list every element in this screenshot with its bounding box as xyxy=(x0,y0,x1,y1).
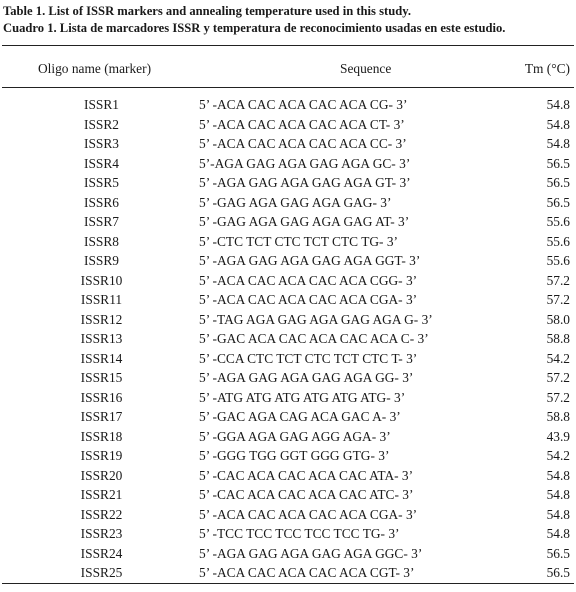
sequence-cell: 5’ -ATG ATG ATG ATG ATG ATG- 3’ xyxy=(199,389,406,405)
table-row xyxy=(0,251,576,271)
sequence-cell: 5’-AGA GAG AGA GAG AGA GC- 3’ xyxy=(199,155,411,171)
sequence-cell: 5’ -GAC ACA CAC ACA CAC ACA C- 3’ xyxy=(199,331,429,346)
sequence-cell: 5’ -TAG AGA GAG AGA GAG AGA G- 3’ xyxy=(199,311,433,327)
tm-cell: 56.5 xyxy=(546,155,570,171)
marker-name-cell: ISSR17 xyxy=(80,409,123,424)
tm-cell: 54.8 xyxy=(546,116,570,132)
tm-cell: 56.5 xyxy=(546,565,570,580)
tm-cell: 54.8 xyxy=(546,487,570,502)
table-row xyxy=(0,368,576,388)
tm-cell: 56.5 xyxy=(546,175,570,190)
sequence-cell: 5’ -GAC AGA CAG ACA GAC A- 3’ xyxy=(199,409,401,424)
tm-cell: 43.9 xyxy=(546,428,570,444)
marker-name-cell: ISSR24 xyxy=(80,545,123,561)
tm-cell: 54.8 xyxy=(546,526,570,541)
table-row xyxy=(0,310,576,330)
marker-name-cell: ISSR3 xyxy=(84,136,119,151)
table-row xyxy=(0,485,576,505)
table-row xyxy=(0,173,576,193)
marker-name-cell: ISSR21 xyxy=(80,487,123,502)
table-top-rule xyxy=(2,45,574,46)
tm-cell: 58.0 xyxy=(546,311,570,327)
marker-name-cell: ISSR25 xyxy=(80,565,123,580)
sequence-cell: 5’ -GGA AGA GAG AGG AGA- 3’ xyxy=(199,428,391,444)
marker-name-cell: ISSR9 xyxy=(84,253,119,268)
table-row xyxy=(0,329,576,349)
marker-name-cell: ISSR18 xyxy=(80,428,123,444)
marker-name-cell: ISSR19 xyxy=(80,448,123,463)
table-row xyxy=(0,388,576,408)
header-sequence: Sequence xyxy=(340,61,392,76)
sequence-cell: 5’ -ACA CAC ACA CAC ACA CGG- 3’ xyxy=(199,272,418,288)
tm-cell: 54.8 xyxy=(546,467,570,483)
sequence-cell: 5’ -CAC ACA CAC ACA CAC ATC- 3’ xyxy=(199,487,414,502)
tm-cell: 57.2 xyxy=(546,292,570,307)
table-row xyxy=(0,544,576,564)
table-bottom-rule xyxy=(2,583,574,584)
tm-cell: 58.8 xyxy=(546,331,570,346)
marker-name-cell: ISSR2 xyxy=(84,116,119,132)
sequence-cell: 5’ -AGA GAG AGA GAG AGA GGC- 3’ xyxy=(199,545,423,561)
marker-name-cell: ISSR5 xyxy=(84,175,119,190)
tm-cell: 55.6 xyxy=(546,214,570,229)
marker-name-cell: ISSR22 xyxy=(80,506,123,522)
marker-name-cell: ISSR15 xyxy=(80,370,123,385)
table-caption xyxy=(3,3,575,37)
sequence-cell: 5’ -CCA CTC TCT CTC TCT CTC T- 3’ xyxy=(199,350,418,366)
caption-english: Table 1. List of ISSR markers and annealing temperature used in this study. xyxy=(3,4,411,18)
tm-cell: 57.2 xyxy=(546,370,570,385)
table-row xyxy=(0,505,576,525)
sequence-cell: 5’ -TCC TCC TCC TCC TCC TG- 3’ xyxy=(199,526,400,541)
marker-name-cell: ISSR8 xyxy=(84,233,119,249)
marker-name-cell: ISSR11 xyxy=(80,292,123,307)
table-row xyxy=(0,271,576,291)
table-body xyxy=(0,95,576,583)
sequence-cell: 5’ -CAC ACA CAC ACA CAC ATA- 3’ xyxy=(199,467,414,483)
table-row xyxy=(0,95,576,115)
table-row xyxy=(0,349,576,369)
header-oligo-name: Oligo name (marker) xyxy=(38,61,152,76)
table-row xyxy=(0,446,576,466)
marker-name-cell: ISSR13 xyxy=(80,331,123,346)
table-header-rule xyxy=(2,87,574,88)
marker-name-cell: ISSR23 xyxy=(80,526,123,541)
sequence-cell: 5’ -AGA GAG AGA GAG AGA GG- 3’ xyxy=(199,370,414,385)
tm-cell: 54.2 xyxy=(546,448,570,463)
tm-cell: 54.8 xyxy=(546,97,570,112)
caption-spanish: Cuadro 1. Lista de marcadores ISSR y temperatura de reconocimiento usadas en este estudio. xyxy=(3,21,506,35)
marker-name-cell: ISSR1 xyxy=(84,97,119,112)
table-row xyxy=(0,212,576,232)
marker-name-cell: ISSR12 xyxy=(80,311,123,327)
sequence-cell: 5’ -ACA CAC ACA CAC ACA CT- 3’ xyxy=(199,116,405,132)
sequence-cell: 5’ -ACA CAC ACA CAC ACA CC- 3’ xyxy=(199,136,407,151)
sequence-cell: 5’ -CTC TCT CTC TCT CTC TG- 3’ xyxy=(199,233,399,249)
marker-name-cell: ISSR10 xyxy=(80,272,123,288)
table-row xyxy=(0,193,576,213)
header-tm: Tm (°C) xyxy=(524,61,570,76)
sequence-cell: 5’ -GAG AGA GAG AGA GAG- 3’ xyxy=(199,194,392,210)
tm-cell: 57.2 xyxy=(546,389,570,405)
tm-cell: 58.8 xyxy=(546,409,570,424)
sequence-cell: 5’ -AGA GAG AGA GAG AGA GT- 3’ xyxy=(199,175,411,190)
table-row xyxy=(0,154,576,174)
tm-cell: 54.8 xyxy=(546,506,570,522)
table-row xyxy=(0,524,576,544)
table-row xyxy=(0,427,576,447)
table-row xyxy=(0,290,576,310)
marker-name-cell: ISSR4 xyxy=(84,155,119,171)
sequence-cell: 5’ -ACA CAC ACA CAC ACA CG- 3’ xyxy=(199,97,408,112)
table-row xyxy=(0,115,576,135)
tm-cell: 57.2 xyxy=(546,272,570,288)
table-row xyxy=(0,232,576,252)
tm-cell: 55.6 xyxy=(546,253,570,268)
tm-cell: 55.6 xyxy=(546,233,570,249)
sequence-cell: 5’ -GAG AGA GAG AGA GAG AT- 3’ xyxy=(199,214,410,229)
tm-cell: 56.5 xyxy=(546,194,570,210)
marker-name-cell: ISSR16 xyxy=(80,389,123,405)
tm-cell: 54.2 xyxy=(546,350,570,366)
sequence-cell: 5’ -ACA CAC ACA CAC ACA CGA- 3’ xyxy=(199,292,418,307)
sequence-cell: 5’ -AGA GAG AGA GAG AGA GGT- 3’ xyxy=(199,253,421,268)
tm-cell: 54.8 xyxy=(546,136,570,151)
marker-name-cell: ISSR20 xyxy=(80,467,123,483)
table-row xyxy=(0,134,576,154)
marker-name-cell: ISSR7 xyxy=(84,214,119,229)
table-row xyxy=(0,563,576,583)
table-row xyxy=(0,407,576,427)
sequence-cell: 5’ -GGG TGG GGT GGG GTG- 3’ xyxy=(199,448,390,463)
sequence-cell: 5’ -ACA CAC ACA CAC ACA CGT- 3’ xyxy=(199,565,415,580)
marker-name-cell: ISSR14 xyxy=(80,350,123,366)
marker-name-cell: ISSR6 xyxy=(84,194,119,210)
table-row xyxy=(0,466,576,486)
sequence-cell: 5’ -ACA CAC ACA CAC ACA CGA- 3’ xyxy=(199,506,418,522)
tm-cell: 56.5 xyxy=(546,545,570,561)
